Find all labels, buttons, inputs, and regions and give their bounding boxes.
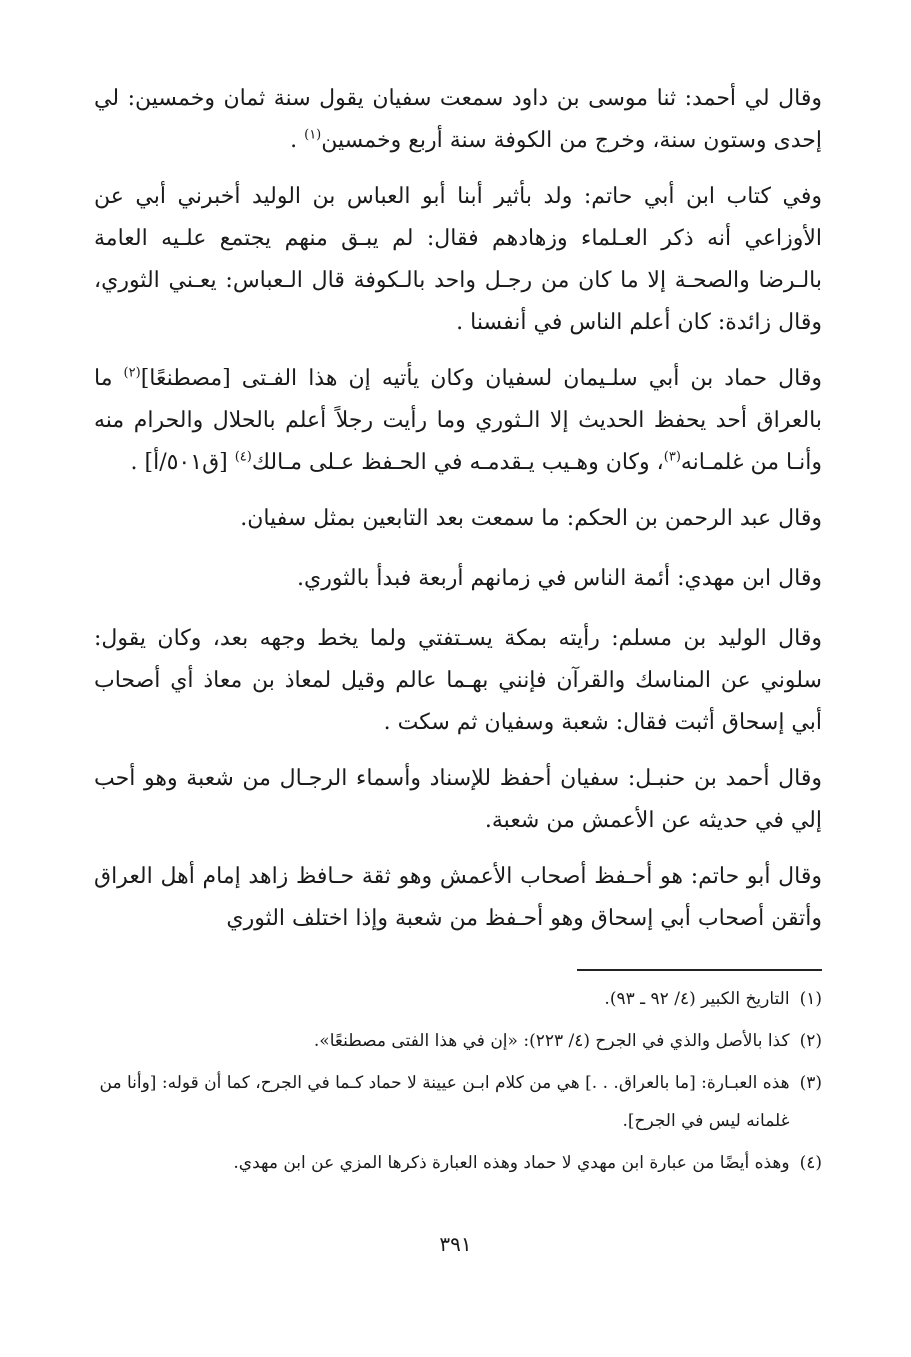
paragraph-8: وقال أبو حاتم: هو أحـفظ أصحاب الأعمش وهو ثقة حـافظ زاهد إمام أهل العراق وأتقن أصحاب أبي إسحاق وهو أحـفظ من شعبة وإذا اختلف الثوري [94, 864, 822, 931]
paragraph-5: وقال ابن مهدي: أئمة الناس في زمانهم أربعة فبدأ بالثوري. [297, 566, 822, 591]
footnote-ref-3: (٣) [663, 449, 681, 465]
paragraph-3-part1: وقال حماد بن أبي سلـيمان لسفيان وكان يأتيه إن هذا الفـتى [مصطنعًا] [140, 366, 822, 391]
paragraph-3-part4: [ق٥٠١/أ] . [130, 450, 235, 475]
footnotes [94, 980, 822, 1186]
footnote-text: التاريخ الكبير (٤/ ٩٢ ـ ٩٣). [604, 989, 790, 1009]
footnote-separator [577, 969, 822, 971]
paragraph-1-tail: . [290, 128, 305, 153]
paragraph-1-text: وقال لي أحمد: ثنا موسى بن داود سمعت سفيان يقول سنة ثمان وخمسين: لي إحدى وستون سنة، وخرج من الكوفة سنة أربع وخمسين [94, 86, 822, 153]
footnote-ref-4: (٤) [234, 449, 252, 465]
paragraph-2: وفي كتاب ابن أبي حاتم: ولد بأثير أبنا أبو العباس بن الوليد أخبرني أبي عن الأوزاعي أنه ذكر العـلماء وزهادهم فقال: لم يبـق منهم يجتمع علـيه العامة بالـرضا والصحـة إلا ما كان من رجـل واحد بالـكوفة قال الـعباس: يعـني الثوري، وقال زائدة: كان أعلم الناس في أنفسنا . [94, 184, 822, 335]
paragraph-7: وقال أحمد بن حنبـل: سفيان أحفظ للإسناد وأسماء الرجـال من شعبة وهو أحب إلي في حديثه عن الأعمش من شعبة. [94, 766, 822, 833]
footnote-number: (٢) [799, 1031, 822, 1051]
footnote-text: هذه العبـارة: [ما بالعراق. . .] هي من كلام ابـن عيينة لا حماد كـما في الجرح، كما أن قوله: [وأنا من غلمانه ليس في الجرح]. [99, 1073, 790, 1131]
footnote-number: (١) [799, 989, 822, 1009]
footnote-number: (٤) [799, 1153, 822, 1173]
footnote-ref-2: (٢) [123, 365, 141, 381]
footnote-3 [94, 1064, 822, 1140]
footnote-text: وهذه أيضًا من عبارة ابن مهدي لا حماد وهذه العبارة ذكرها المزي عن ابن مهدي. [233, 1153, 790, 1173]
footnote-4 [94, 1144, 822, 1182]
footnote-1 [94, 980, 822, 1018]
paragraph-3-part2: ما بالعراق أحد يحفظ الحديث إلا الـثوري وما رأيت رجلاً أعلم بالحلال والحرام منه وأنـا من غلمـانه [94, 366, 822, 475]
paragraph-6: وقال الوليد بن مسلم: رأيته بمكة يسـتفتي ولما يخط وجهه بعد، وكان يقول: سلوني عن المناسك والقرآن فإنني بهـما عالم وقيل لمعاذ بن معاذ أي أصحاب أبي إسحاق أثبت فقال: شعبة وسفيان ثم سكت . [94, 626, 822, 735]
paragraph-1 [94, 78, 822, 162]
paragraph-3-part3: ، وكان وهـيب يـقدمـه في الحـفظ عـلى مـالك [251, 450, 664, 475]
page-number: ٣٩١ [439, 1232, 472, 1256]
footnote-text: كذا بالأصل والذي في الجرح (٤/ ٢٢٣): «إن في هذا الفتى مصطنعًا». [313, 1031, 790, 1051]
paragraph-3 [94, 358, 822, 484]
paragraph-4: وقال عبد الرحمن بن الحكم: ما سمعت بعد التابعين بمثل سفيان. [240, 506, 822, 531]
footnote-number: (٣) [799, 1073, 822, 1093]
footnote-2 [94, 1022, 822, 1060]
main-text [94, 78, 822, 954]
footnote-ref-1: (١) [304, 127, 322, 143]
